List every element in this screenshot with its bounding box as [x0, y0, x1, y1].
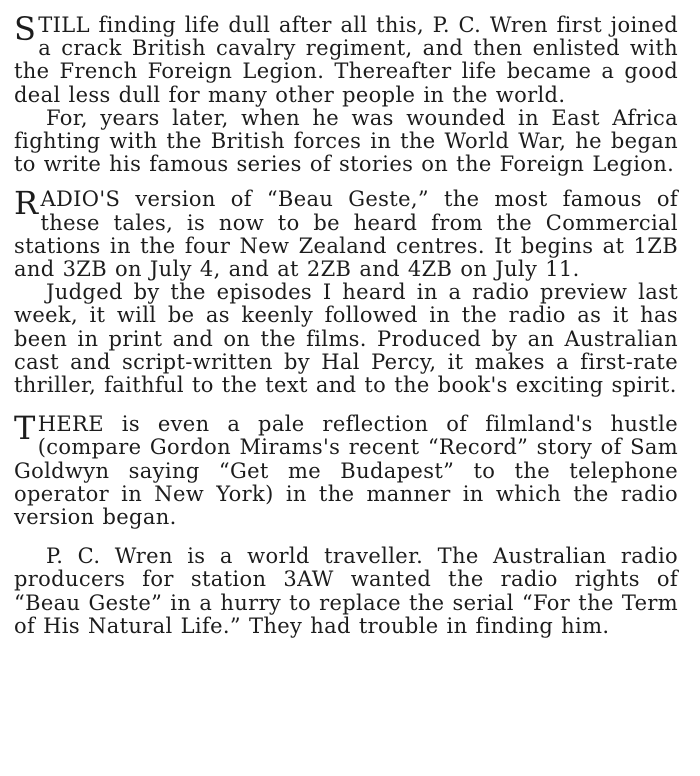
drop-cap: R [14, 184, 39, 223]
drop-cap: T [14, 409, 36, 448]
paragraph-text: Judged by the episodes I heard in a radio preview last week, it will be as keenly followed in the radio as it has been in print and on the films. Produced by an Australian cast and script-written by Hal Percy, it makes a first-rate thriller, faithful to the text and to the book's exciting spirit. [14, 280, 678, 398]
lead-word: ADIO'S [40, 187, 121, 212]
paragraph-text: For, years later, when he was wounded in East Africa fighting with the British forces in the World War, he began to write his famous series of stories on the Foreign Legion. [14, 105, 678, 177]
paragraph [14, 107, 678, 177]
paragraph-text: finding life dull after all this, P. C. Wren first joined a crack British cavalry regiment, and then enlisted with the French Foreign Legion. Thereafter life became a good deal less dull for many other people in the world. [14, 13, 678, 107]
article-column [14, 10, 678, 651]
lead-word: TILL [38, 13, 90, 37]
drop-cap: S [14, 10, 37, 48]
section-filmland-hustle [14, 409, 678, 530]
lead-word: HERE [37, 412, 104, 437]
section-radio-version [14, 184, 678, 398]
paragraph [14, 10, 678, 107]
paragraph-text: version of “Beau Geste,” the most famous of these tales, is now to be heard from the Commercial stations in the four New Zealand centres. It begins at 1ZB and 3ZB on July 4, and at 2ZB and 4ZB on July 11. [14, 187, 678, 282]
paragraph-text: is even a pale reflection of filmland's hustle (compare Gordon Mirams's recent “Record” story of Sam Goldwyn saying “Get me Budapest” to the telephone operator in New York) in the manner in which the radio version began. [14, 412, 678, 530]
paragraph [14, 281, 678, 397]
paragraph [14, 184, 678, 282]
section-wren-background [14, 10, 678, 177]
paragraph [14, 409, 678, 530]
paragraph-text: P. C. Wren is a world traveller. The Australian radio producers for station 3AW wanted the radio rights of “Beau Geste” in a hurry to replace the serial “For the Term of His Natural Life.” They had trouble in finding him. [14, 544, 678, 638]
section-world-traveller [14, 545, 678, 638]
paragraph [14, 545, 678, 638]
